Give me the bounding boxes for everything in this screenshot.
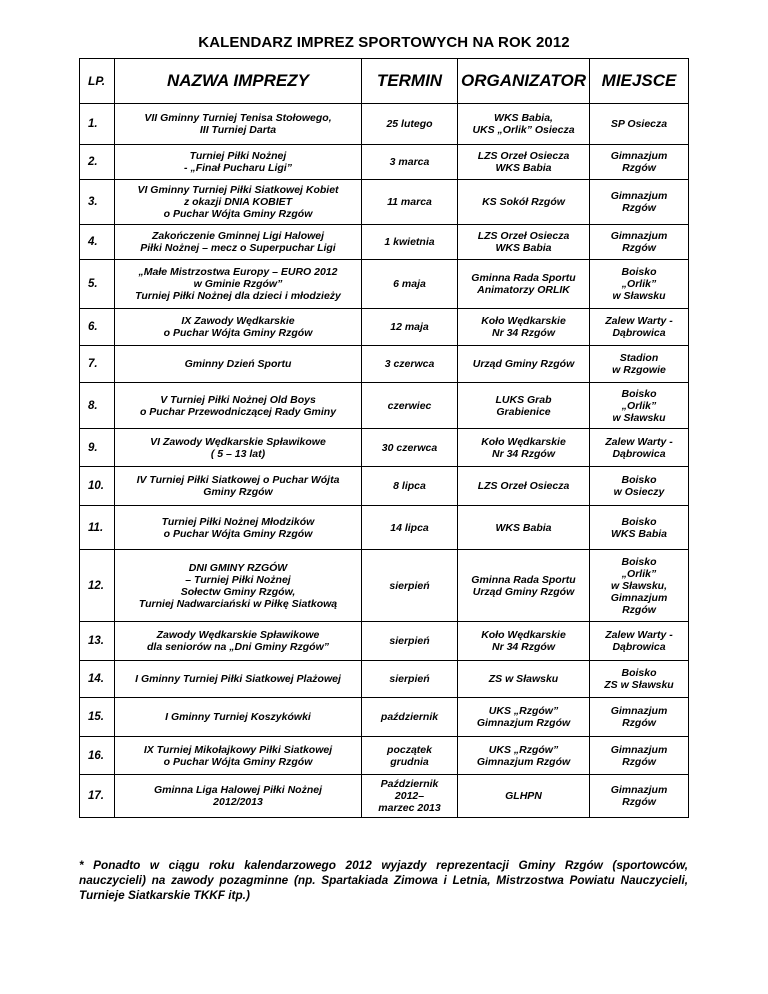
table-row — [80, 467, 689, 506]
table-body — [80, 104, 689, 818]
table-row — [80, 506, 689, 550]
cell-organizer-line: Gminna Rada Sportu — [471, 573, 576, 586]
header-lp: LP. — [80, 59, 115, 104]
table-row — [80, 309, 689, 346]
cell-lp: 6. — [80, 309, 115, 346]
cell-place — [590, 506, 689, 550]
cell-term — [362, 383, 458, 429]
cell-place — [590, 260, 689, 309]
table-row — [80, 429, 689, 467]
cell-name-line: Zawody Wędkarskie Spławikowe — [156, 629, 320, 641]
cell-name-line: w Gminie Rzgów” — [193, 278, 283, 290]
cell-place — [590, 225, 689, 260]
cell-term-line: 1 kwietnia — [384, 236, 435, 248]
cell-place-line: „Orlik” — [621, 399, 657, 412]
table-row — [80, 346, 689, 383]
cell-place-line: Stadion — [619, 352, 659, 364]
table-header-row — [80, 59, 689, 104]
cell-place-line: Gimnazjum — [610, 743, 668, 756]
cell-name-line: - „Finał Pucharu Ligi” — [184, 162, 292, 174]
cell-lp: 9. — [80, 429, 115, 467]
cell-organizer-line: Koło Wędkarskie — [481, 315, 566, 327]
cell-name-line: IV Turniej Piłki Siatkowej o Puchar Wójta — [136, 474, 340, 486]
cell-organizer-line: ZS w Sławsku — [488, 673, 559, 685]
cell-term-line: grudnia — [390, 755, 429, 768]
cell-term-line: 8 lipca — [393, 480, 426, 492]
table-row — [80, 550, 689, 622]
cell-organizer — [458, 383, 590, 429]
cell-term-line: 30 czerwca — [381, 441, 438, 454]
cell-name-line: o Puchar Wójta Gminy Rzgów — [163, 527, 313, 540]
cell-name — [115, 309, 362, 346]
cell-place — [590, 775, 689, 818]
cell-lp: 3. — [80, 180, 115, 225]
cell-name-line: Turniej Piłki Nożnej Młodzików — [161, 515, 315, 528]
cell-lp: 13. — [80, 622, 115, 661]
cell-organizer-line: WKS Babia — [495, 521, 552, 534]
cell-name — [115, 737, 362, 775]
cell-term-line: 25 lutego — [386, 118, 433, 130]
cell-place-line: Boisko — [621, 555, 657, 568]
cell-name — [115, 429, 362, 467]
cell-place — [590, 550, 689, 622]
cell-place-line: „Orlik” — [621, 278, 657, 290]
cell-name — [115, 467, 362, 506]
cell-place-line: Boisko — [621, 515, 657, 528]
cell-name-line: DNI GMINY RZGÓW — [188, 561, 288, 574]
cell-place-line: Boisko — [621, 667, 657, 679]
cell-place — [590, 429, 689, 467]
cell-lp: 2. — [80, 145, 115, 180]
cell-term — [362, 550, 458, 622]
cell-term — [362, 309, 458, 346]
cell-lp: 5. — [80, 260, 115, 309]
cell-organizer-line: Urząd Gminy Rzgów — [472, 358, 575, 370]
cell-place-line: Zalew Warty - — [605, 629, 673, 641]
cell-place-line: Dąbrowica — [612, 327, 666, 339]
table-row — [80, 775, 689, 818]
cell-name-line: VI Zawody Wędkarskie Spławikowe — [150, 435, 326, 448]
cell-organizer-line: Grabienice — [496, 405, 551, 418]
cell-organizer-line: Koło Wędkarskie — [481, 435, 566, 448]
cell-term — [362, 260, 458, 309]
cell-place — [590, 346, 689, 383]
table-row — [80, 698, 689, 737]
cell-name — [115, 180, 362, 225]
cell-place-line: Zalew Warty - — [605, 315, 673, 327]
cell-organizer-line: Nr 34 Rzgów — [491, 641, 555, 653]
cell-place — [590, 104, 689, 145]
table-row — [80, 383, 689, 429]
cell-name-line: Gminny Dzień Sportu — [184, 358, 292, 370]
cell-term-line: marzec 2013 — [378, 802, 441, 814]
cell-term — [362, 346, 458, 383]
cell-place-line: w Sławsku, — [610, 579, 668, 592]
cell-place-line: WKS Babia — [610, 527, 667, 540]
cell-term — [362, 225, 458, 260]
cell-lp: 8. — [80, 383, 115, 429]
cell-organizer-line: Gimnazjum Rzgów — [476, 717, 571, 729]
cell-place-line: Dąbrowica — [612, 447, 666, 460]
header-name: NAZWA IMPREZY — [115, 59, 362, 104]
cell-term — [362, 104, 458, 145]
cell-place — [590, 180, 689, 225]
cell-term-line: sierpień — [389, 635, 430, 647]
cell-name — [115, 622, 362, 661]
cell-term-line: 14 lipca — [390, 521, 429, 534]
cell-name-line: z okazji DNIA KOBIET — [183, 196, 293, 208]
cell-name-line: o Puchar Przewodniczącej Rady Gminy — [139, 405, 337, 418]
cell-place-line: Rzgów — [622, 717, 656, 729]
cell-place-line: w Osieczy — [613, 486, 665, 498]
cell-place-line: Dąbrowica — [612, 641, 666, 653]
cell-organizer-line: Animatorzy ORLIK — [477, 284, 570, 296]
cell-organizer — [458, 698, 590, 737]
cell-lp: 11. — [80, 506, 115, 550]
table-row — [80, 225, 689, 260]
cell-organizer-line: KS Sokół Rzgów — [482, 196, 565, 208]
cell-organizer — [458, 309, 590, 346]
cell-place — [590, 309, 689, 346]
cell-name — [115, 145, 362, 180]
cell-name-line: Zakończenie Gminnej Ligi Halowej — [151, 230, 325, 242]
cell-name-line: I Gminny Turniej Koszykówki — [165, 711, 311, 723]
cell-organizer-line: WKS Babia — [495, 242, 552, 254]
cell-lp: 7. — [80, 346, 115, 383]
cell-lp: 15. — [80, 698, 115, 737]
cell-name — [115, 661, 362, 698]
cell-organizer — [458, 346, 590, 383]
cell-organizer-line: WKS Babia — [495, 162, 552, 174]
cell-organizer-line: UKS „Rzgów” — [488, 743, 559, 756]
cell-lp: 14. — [80, 661, 115, 698]
header-place: MIEJSCE — [590, 59, 689, 104]
cell-term-line: 3 czerwca — [384, 358, 435, 370]
cell-organizer — [458, 260, 590, 309]
cell-term-line: październik — [380, 711, 439, 723]
cell-organizer — [458, 145, 590, 180]
cell-place-line: Boisko — [621, 266, 657, 278]
cell-place-line: Rzgów — [622, 755, 656, 768]
cell-place-line: „Orlik” — [621, 567, 657, 580]
table-row — [80, 180, 689, 225]
cell-name-line: Turniej Nadwarciański w Piłkę Siatkową — [138, 597, 338, 610]
cell-name — [115, 225, 362, 260]
table-row — [80, 104, 689, 145]
cell-name — [115, 346, 362, 383]
cell-term — [362, 737, 458, 775]
cell-organizer — [458, 622, 590, 661]
cell-lp: 12. — [80, 550, 115, 622]
events-table — [79, 58, 689, 818]
header-organizer: ORGANIZATOR — [458, 59, 590, 104]
cell-name-line: – Turniej Piłki Nożnej — [185, 573, 291, 586]
cell-lp: 17. — [80, 775, 115, 818]
cell-place-line: Rzgów — [622, 162, 656, 174]
cell-name-line: o Puchar Wójta Gminy Rzgów — [163, 327, 313, 339]
cell-term-line: 2012– — [394, 790, 425, 802]
cell-term-line: 11 marca — [387, 196, 432, 208]
cell-place-line: w Rzgowie — [612, 364, 666, 376]
cell-organizer — [458, 104, 590, 145]
cell-term-line: czerwiec — [387, 399, 432, 412]
cell-place-line: Gimnazjum — [610, 190, 668, 202]
cell-name — [115, 383, 362, 429]
cell-name-line: IX Zawody Wędkarskie — [181, 315, 295, 327]
cell-organizer — [458, 506, 590, 550]
cell-name-line: VI Gminny Turniej Piłki Siatkowej Kobiet — [137, 184, 339, 196]
cell-term-line: sierpień — [389, 579, 430, 592]
cell-lp: 1. — [80, 104, 115, 145]
cell-place-line: Gimnazjum — [610, 150, 668, 162]
cell-term — [362, 429, 458, 467]
cell-place — [590, 467, 689, 506]
cell-place-line: SP Osiecza — [610, 118, 668, 130]
cell-term — [362, 622, 458, 661]
cell-place-line: Boisko — [621, 474, 657, 486]
cell-organizer — [458, 661, 590, 698]
cell-place-line: ZS w Sławsku — [604, 679, 674, 691]
cell-term — [362, 661, 458, 698]
cell-place-line: w Sławsku — [612, 290, 666, 302]
cell-term-line: początek — [387, 743, 432, 756]
cell-place-line: Rzgów — [622, 796, 656, 808]
cell-place-line: Rzgów — [622, 202, 656, 214]
cell-name — [115, 260, 362, 309]
document-title: KALENDARZ IMPREZ SPORTOWYCH NA ROK 2012 — [198, 34, 570, 51]
cell-term-line: sierpień — [389, 673, 430, 685]
cell-name — [115, 775, 362, 818]
cell-place — [590, 622, 689, 661]
cell-name-line: „Małe Mistrzostwa Europy – EURO 2012 — [138, 266, 338, 278]
cell-organizer-line: LUKS Grab — [495, 393, 552, 406]
cell-lp: 4. — [80, 225, 115, 260]
cell-term-line: 6 maja — [393, 278, 426, 290]
cell-organizer — [458, 429, 590, 467]
cell-term-line: 3 marca — [389, 156, 430, 168]
cell-organizer-line: WKS Babia, — [494, 112, 553, 124]
cell-term — [362, 698, 458, 737]
cell-organizer — [458, 775, 590, 818]
cell-organizer-line: UKS „Orlik” Osiecza — [472, 124, 575, 136]
cell-organizer — [458, 180, 590, 225]
cell-organizer-line: GLHPN — [505, 790, 542, 802]
cell-organizer — [458, 737, 590, 775]
cell-name-line: Piłki Nożnej – mecz o Superpuchar Ligi — [140, 242, 336, 254]
cell-lp: 10. — [80, 467, 115, 506]
cell-term — [362, 775, 458, 818]
cell-name-line: ( 5 – 13 lat) — [210, 447, 266, 460]
cell-name-line: Gminna Liga Halowej Piłki Nożnej — [153, 784, 323, 796]
cell-organizer-line: Urząd Gminy Rzgów — [472, 585, 575, 598]
cell-term — [362, 467, 458, 506]
cell-organizer-line: Koło Wędkarskie — [481, 629, 566, 641]
cell-name-line: 2012/2013 — [213, 796, 263, 808]
cell-organizer-line: Gminna Rada Sportu — [471, 272, 576, 284]
cell-place-line: Gimnazjum — [610, 591, 668, 604]
cell-organizer — [458, 225, 590, 260]
cell-organizer-line: LZS Orzeł Osiecza — [477, 230, 570, 242]
cell-name-line: IX Turniej Mikołajkowy Piłki Siatkowej — [143, 743, 333, 756]
cell-place-line: Boisko — [621, 387, 657, 400]
cell-term — [362, 180, 458, 225]
cell-place-line: Zalew Warty - — [605, 435, 673, 448]
cell-name-line: Gminy Rzgów — [203, 486, 273, 498]
cell-name-line: o Puchar Wójta Gminy Rzgów — [163, 208, 313, 220]
cell-lp: 16. — [80, 737, 115, 775]
cell-place — [590, 383, 689, 429]
cell-name-line: I Gminny Turniej Piłki Siatkowej Plażowej — [135, 673, 341, 685]
cell-name-line: dla seniorów na „Dni Gminy Rzgów” — [146, 641, 330, 653]
cell-place-line: Gimnazjum — [610, 705, 668, 717]
cell-name — [115, 506, 362, 550]
cell-term-line: 12 maja — [390, 321, 429, 333]
cell-organizer-line: Nr 34 Rzgów — [491, 447, 555, 460]
cell-term-line: Październik — [380, 778, 439, 790]
cell-place — [590, 698, 689, 737]
footnote: * Ponadto w ciągu roku kalendarzowego 2012 wyjazdy reprezentacji Gminy Rzgów (sportowców, nauczycieli) na zawody pozagminne (np. Spartakiada Zimowa i Letnia, Mistrzostwa Powiatu Nauczycieli, Turnieje Siatkarskie TKKF itp.) — [79, 858, 688, 902]
cell-place-line: w Sławsku — [612, 411, 666, 424]
cell-place — [590, 661, 689, 698]
cell-organizer-line: UKS „Rzgów” — [488, 705, 559, 717]
cell-term — [362, 506, 458, 550]
cell-term — [362, 145, 458, 180]
cell-name-line: Turniej Piłki Nożnej dla dzieci i młodzieży — [135, 290, 341, 302]
cell-name-line: Turniej Piłki Nożnej — [189, 150, 287, 162]
table-row — [80, 260, 689, 309]
table-row — [80, 622, 689, 661]
cell-name — [115, 698, 362, 737]
cell-organizer — [458, 550, 590, 622]
cell-organizer-line: LZS Orzeł Osiecza — [477, 480, 570, 492]
cell-name-line: V Turniej Piłki Nożnej Old Boys — [160, 393, 316, 406]
cell-place-line: Rzgów — [622, 242, 656, 254]
cell-organizer-line: LZS Orzeł Osiecza — [477, 150, 570, 162]
cell-name — [115, 550, 362, 622]
cell-place-line: Gimnazjum — [610, 230, 668, 242]
cell-organizer — [458, 467, 590, 506]
table-row — [80, 145, 689, 180]
header-term: TERMIN — [362, 59, 458, 104]
cell-organizer-line: Gimnazjum Rzgów — [476, 755, 571, 768]
table-row — [80, 661, 689, 698]
cell-name — [115, 104, 362, 145]
cell-place-line: Rzgów — [622, 603, 656, 616]
table-row — [80, 737, 689, 775]
cell-organizer-line: Nr 34 Rzgów — [491, 327, 555, 339]
cell-name-line: o Puchar Wójta Gminy Rzgów — [163, 755, 313, 768]
cell-place — [590, 145, 689, 180]
cell-name-line: Sołectw Gminy Rzgów, — [180, 585, 296, 598]
cell-name-line: III Turniej Darta — [199, 124, 277, 136]
cell-name-line: VII Gminny Turniej Tenisa Stołowego, — [144, 112, 332, 124]
cell-place-line: Gimnazjum — [610, 784, 668, 796]
cell-place — [590, 737, 689, 775]
